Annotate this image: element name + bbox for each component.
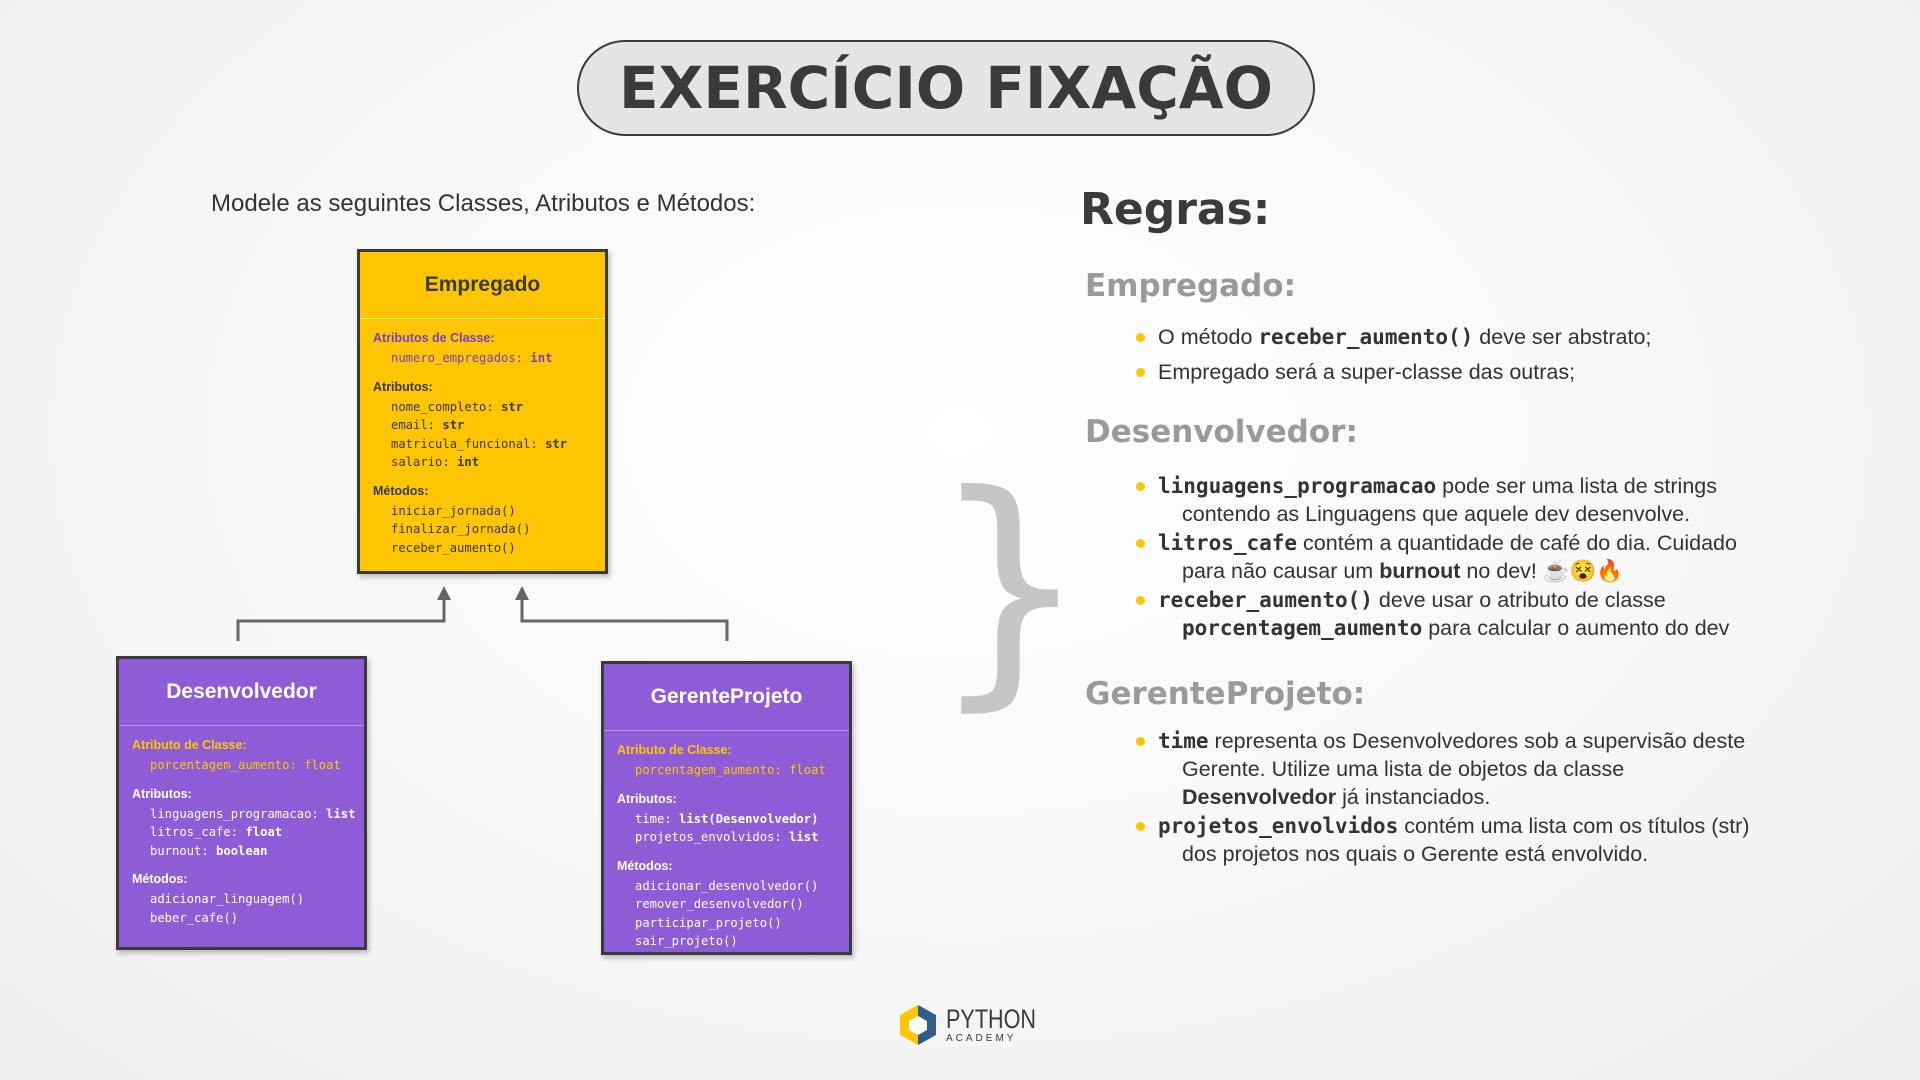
method-line: sair_projeto()	[635, 934, 738, 948]
attr-line: matricula_funcional: str	[391, 436, 568, 451]
bullet-icon	[1136, 596, 1145, 605]
class-attrs-label: Atributo de Classe:	[617, 743, 732, 757]
attrs-list	[617, 810, 849, 847]
attr-line: email: str	[391, 418, 465, 432]
class-attr-line: porcentagem_aumento: float	[635, 763, 826, 777]
bullet-icon	[1136, 368, 1145, 377]
right-brace: }	[930, 441, 1090, 732]
methods-list	[617, 877, 849, 951]
bullet-icon	[1136, 822, 1145, 831]
method-line: participar_projeto()	[635, 915, 782, 930]
arrow-desenvolvedor-to-empregado	[238, 596, 444, 641]
class-gerente-projeto	[601, 661, 852, 955]
class-desenvolvedor	[116, 656, 367, 950]
class-empregado-name: Empregado	[360, 252, 605, 319]
hexagon-logo-icon	[898, 1003, 938, 1047]
rule-item: O método receber_aumento() deve ser abstrato;	[1158, 323, 1798, 351]
method-line: finalizar_jornada()	[391, 522, 531, 536]
method-line: receber_aumento()	[391, 540, 516, 555]
class-attrs-label: Atributos de Classe:	[373, 331, 495, 345]
rule-item: receber_aumento() deve usar o atributo de classe porcentagem_aumento para calcular o aumento do dev	[1158, 586, 1798, 642]
attrs-list	[373, 398, 605, 472]
method-line: iniciar_jornada()	[391, 503, 516, 518]
class-empregado	[357, 249, 608, 574]
bullet-icon	[1136, 333, 1145, 342]
methods-list	[373, 502, 605, 558]
rule-item: projetos_envolvidos contém uma lista com os títulos (str) dos projetos nos quais o Gerente está envolvido.	[1158, 812, 1798, 868]
rule-item: Empregado será a super-classe das outras;	[1158, 358, 1798, 386]
attrs-label: Atributos:	[132, 786, 192, 801]
attr-line: litros_cafe: float	[150, 825, 283, 839]
subtitle: Modele as seguintes Classes, Atributos e Métodos:	[211, 190, 756, 217]
attr-line: linguagens_programacao: list	[150, 806, 356, 821]
method-line: adicionar_linguagem()	[150, 892, 305, 906]
bullet-icon	[1136, 737, 1145, 746]
rule-item: linguagens_programacao pode ser uma lista de strings contendo as Linguagens que aquele dev desenvolve.	[1158, 472, 1798, 528]
class-desenvolvedor-name: Desenvolvedor	[119, 659, 364, 726]
attr-line: projetos_envolvidos: list	[635, 830, 819, 844]
attr-line: salario: int	[391, 455, 480, 469]
methods-list	[132, 890, 364, 927]
class-gerente-name: GerenteProjeto	[604, 664, 849, 731]
attrs-label: Atributos:	[617, 791, 677, 806]
class-attrs-list	[132, 756, 364, 775]
logo-text-python: PYTHON	[946, 1004, 1037, 1034]
arrowhead-right	[515, 586, 529, 600]
method-line: remover_desenvolvedor()	[635, 897, 804, 911]
attrs-list	[132, 805, 364, 861]
method-line: adicionar_desenvolvedor()	[635, 878, 819, 893]
arrowhead-left	[437, 586, 451, 600]
rules-desenvolvedor-heading: Desenvolvedor:	[1085, 414, 1358, 450]
class-attrs-list	[373, 349, 605, 368]
arrow-gerente-to-empregado	[522, 596, 727, 641]
rules-gerente-heading: GerenteProjeto:	[1085, 676, 1366, 712]
rule-item: time representa os Desenvolvedores sob a supervisão deste Gerente. Utilize uma lista de objetos da classe Desenvolvedor já instanciados.	[1158, 727, 1798, 811]
class-attr-line: porcentagem_aumento: float	[150, 758, 341, 772]
methods-label: Métodos:	[373, 483, 429, 498]
bullet-icon	[1136, 482, 1145, 491]
attr-line: nome_completo: str	[391, 399, 524, 414]
attr-line: burnout: boolean	[150, 843, 268, 858]
logo-text-academy: ACADEMY	[946, 1033, 1017, 1044]
method-line: beber_cafe()	[150, 910, 239, 925]
attr-line: time: list(Desenvolvedor)	[635, 811, 819, 826]
class-attr-line: numero_empregados: int	[391, 351, 553, 365]
class-attrs-list	[617, 761, 849, 780]
rules-title: Regras:	[1080, 184, 1271, 235]
rules-empregado-heading: Empregado:	[1085, 268, 1296, 304]
python-academy-logo	[898, 1003, 1059, 1047]
page-title: EXERCÍCIO FIXAÇÃO	[619, 54, 1273, 122]
class-attrs-label: Atributo de Classe:	[132, 738, 247, 752]
rule-item: litros_cafe contém a quantidade de café do dia. Cuidado para não causar um burnout no dev! ☕😵🔥	[1158, 529, 1798, 585]
attrs-label: Atributos:	[373, 379, 433, 394]
methods-label: Métodos:	[617, 858, 673, 873]
methods-label: Métodos:	[132, 872, 188, 886]
bullet-icon	[1136, 539, 1145, 548]
